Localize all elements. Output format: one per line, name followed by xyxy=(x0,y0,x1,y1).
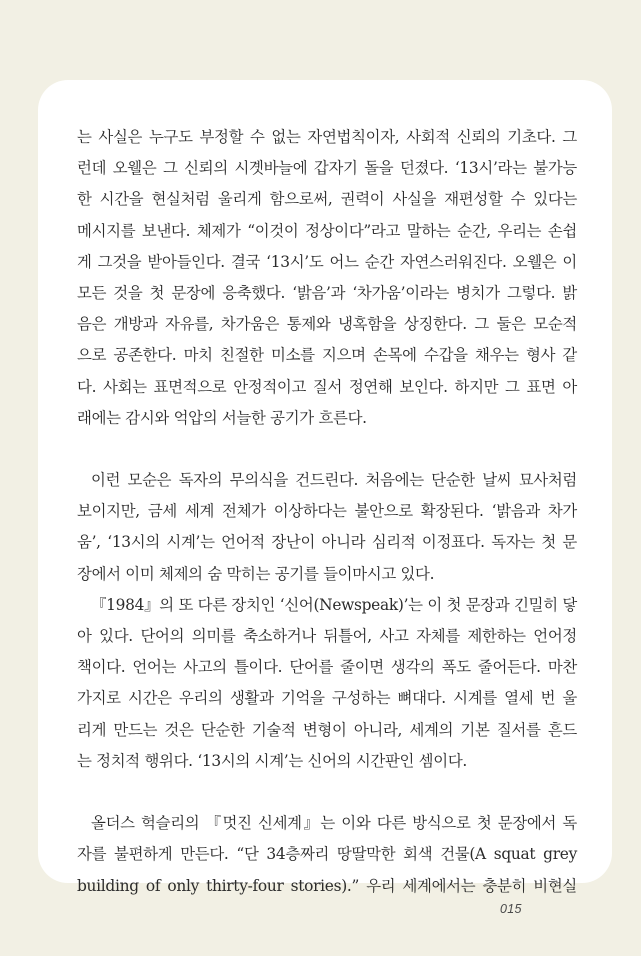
paragraph-gap xyxy=(77,434,577,465)
text-line: 자를 불편하게 만든다. “단 34층짜리 땅딸막한 회색 건물(A squat grey xyxy=(77,845,577,864)
text-line: 아 있다. 단어의 의미를 축소하거나 뒤틀어, 사고 자체를 제한하는 언어정 xyxy=(77,627,577,645)
text-line: 리게 만드는 것은 단순한 기술적 변형이 아니라, 세계의 기본 질서를 흔드 xyxy=(77,720,577,739)
body-text xyxy=(77,122,577,902)
text-line: 올더스 헉슬리의 『멋진 신세계』는 이와 다른 방식으로 첫 문장에서 독 xyxy=(91,814,577,833)
text-line: 는 사실은 누구도 부정할 수 없는 자연법칙이자, 사회적 신뢰의 기초다. 그 xyxy=(77,128,577,146)
text-line: 가지로 시간은 우리의 생활과 기억을 구성하는 뼈대다. 시계를 열세 번 울 xyxy=(77,689,577,708)
text-line: 책이다. 언어는 사고의 틀이다. 단어를 줄이면 생각의 폭도 줄어든다. 마찬 xyxy=(77,658,577,677)
text-line: 래에는 감시와 억압의 서늘한 공기가 흐른다. xyxy=(77,408,367,427)
text-line: building of only thirty-four stories).” 우리 세계에서는 충분히 비현실 xyxy=(77,876,577,895)
text-line: 이런 모순은 독자의 무의식을 건드린다. 처음에는 단순한 날씨 묘사처럼 xyxy=(91,471,577,490)
text-line: 장에서 이미 체제의 숨 막히는 공기를 들이마시고 있다. xyxy=(77,564,435,583)
text-line: 메시지를 보낸다. 체제가 “이것이 정상이다”라고 말하는 순간, 우리는 손쉽 xyxy=(77,221,577,240)
text-line: 는 정치적 행위다. ‘13시의 시계’는 신어의 시간판인 셈이다. xyxy=(77,751,467,770)
paragraph-4 xyxy=(77,808,577,902)
paragraph-2 xyxy=(77,465,577,590)
text-line: 보이지만, 금세 세계 전체가 이상하다는 불안으로 확장된다. ‘밝음과 차가 xyxy=(77,502,577,521)
text-line: 『1984』의 또 다른 장치인 ‘신어(Newspeak)’는 이 첫 문장과 긴밀히 닿 xyxy=(91,595,577,614)
paragraph-1 xyxy=(77,122,577,434)
text-line: 게 그것을 받아들인다. 결국 ‘13시’도 어느 순간 자연스러워진다. 오웰은 이 xyxy=(77,252,577,271)
text-line: 한 시간을 현실처럼 울리게 함으로써, 권력이 사실을 재편성할 수 있다는 xyxy=(77,190,577,209)
text-line: 다. 사회는 표면적으로 안정적이고 질서 정연해 보인다. 하지만 그 표면 아 xyxy=(77,377,577,396)
page-card xyxy=(38,80,612,895)
text-line: 모든 것을 첫 문장에 응축했다. ‘밝음’과 ‘차가움’이라는 병치가 그렇다. 밝 xyxy=(77,283,577,302)
text-line: 으로 공존한다. 마치 친절한 미소를 지으며 손목에 수갑을 채우는 형사 같 xyxy=(77,346,577,365)
paragraph-gap xyxy=(77,777,577,808)
page-number: 015 xyxy=(500,902,522,916)
text-line: 런데 오웰은 그 신뢰의 시곗바늘에 갑자기 돌을 던졌다. ‘13시’라는 불가능 xyxy=(77,159,577,178)
text-line: 음은 개방과 자유를, 차가움은 통제와 냉혹함을 상징한다. 그 둘은 모순적 xyxy=(77,315,577,334)
text-line: 움’, ‘13시의 시계’는 언어적 장난이 아니라 심리적 이정표다. 독자는 첫 문 xyxy=(77,533,577,552)
paragraph-3 xyxy=(77,590,577,777)
